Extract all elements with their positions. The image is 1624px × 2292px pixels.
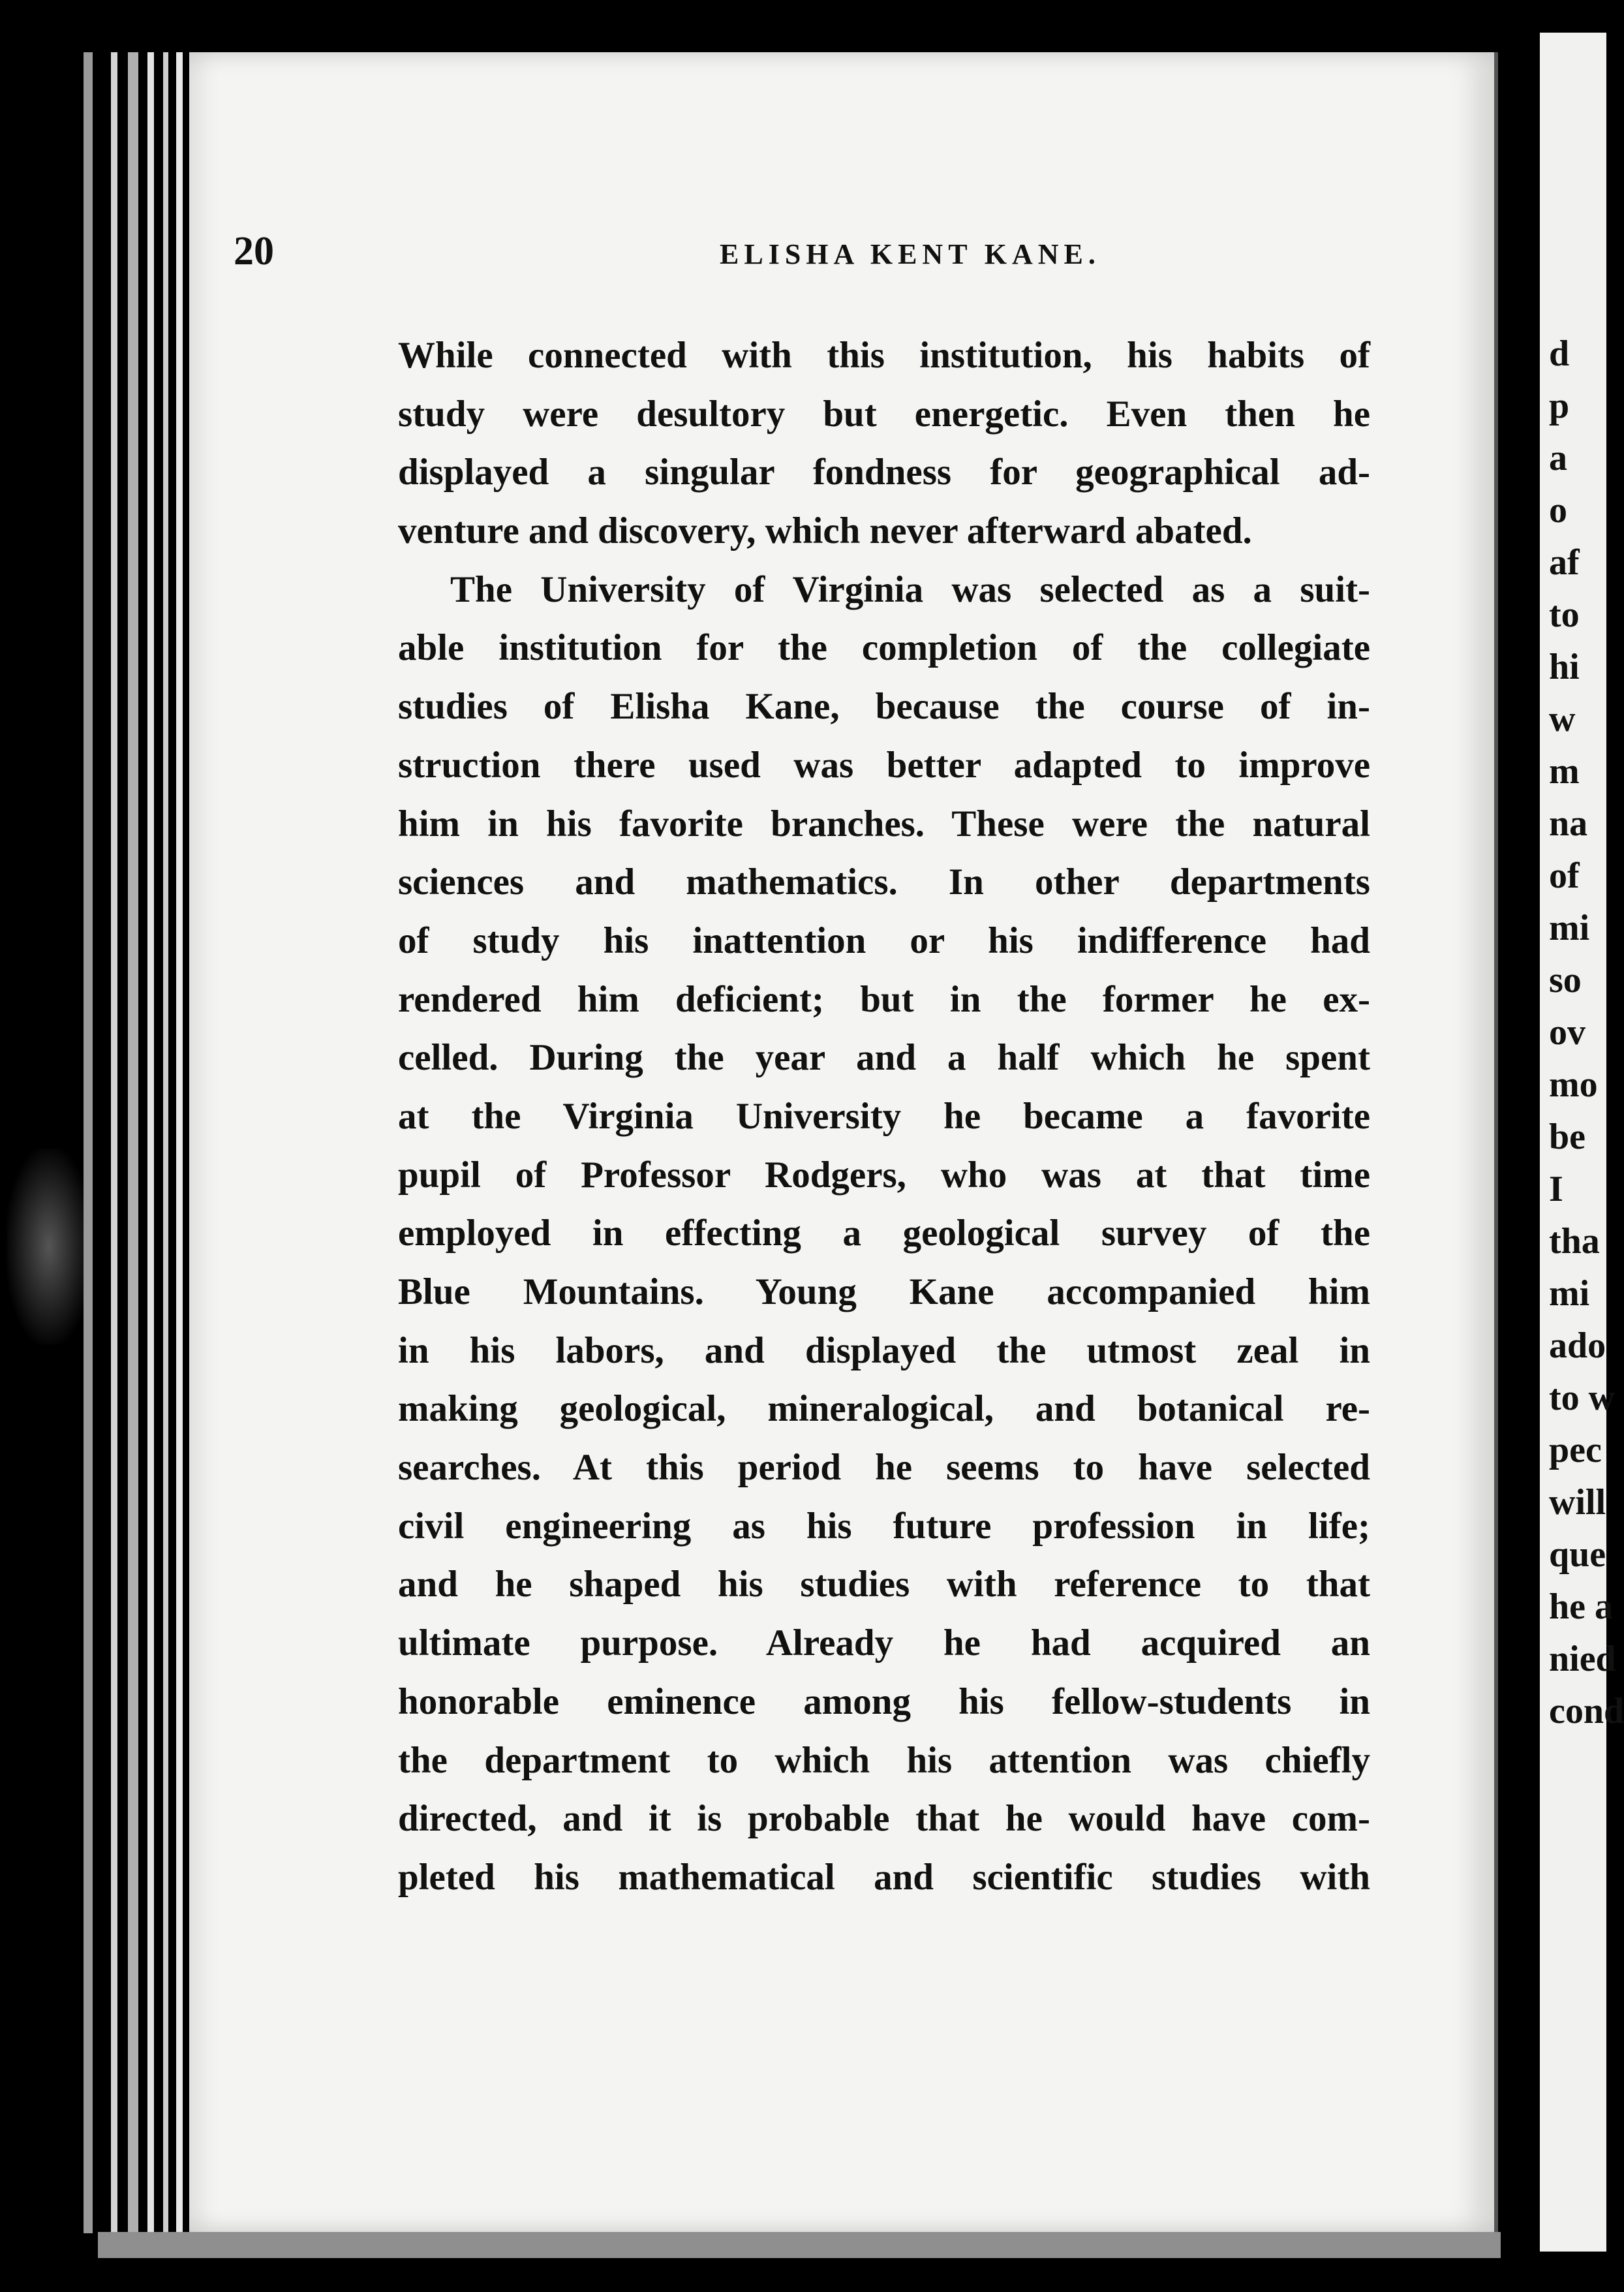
text-line: him in his favorite branches. These were the natural xyxy=(398,803,1370,844)
adjacent-page-fragment: p xyxy=(1549,386,1570,426)
adjacent-page-fragment: a xyxy=(1549,438,1567,478)
adjacent-page-fragment: ado xyxy=(1549,1325,1606,1366)
adjacent-page-fragment: I xyxy=(1549,1169,1563,1209)
adjacent-page-fragment: nied xyxy=(1549,1639,1616,1679)
book-edge-stripe xyxy=(147,52,154,2233)
text-line: ultimate purpose. Already he had acquired an xyxy=(398,1622,1370,1664)
adjacent-page-fragment: of xyxy=(1549,856,1580,896)
adjacent-page-fragment: will xyxy=(1549,1482,1606,1523)
text-line: of study his inattention or his indifference had xyxy=(398,920,1370,961)
adjacent-page-fragment: hi xyxy=(1549,647,1580,687)
text-line: rendered him deficient; but in the former he ex- xyxy=(398,978,1370,1020)
running-head xyxy=(234,228,1356,287)
page-number: 20 xyxy=(234,229,274,273)
text-line: study were desultory but energetic. Even then he xyxy=(398,393,1370,435)
adjacent-page-fragment: be xyxy=(1549,1117,1586,1157)
adjacent-page-fragment: so xyxy=(1549,960,1582,1000)
adjacent-page-fragment: d xyxy=(1549,333,1570,374)
text-line: venture and discovery, which never afterward abated. xyxy=(398,510,1252,552)
adjacent-page-fragment: mo xyxy=(1549,1064,1598,1105)
text-line: honorable eminence among his fellow-students in xyxy=(398,1680,1370,1722)
text-line: celled. During the year and a half which he spent xyxy=(398,1037,1370,1079)
text-line: civil engineering as his future profession in life; xyxy=(398,1505,1370,1547)
adjacent-page-fragment: af xyxy=(1549,542,1580,583)
text-line: displayed a singular fondness for geographical ad- xyxy=(398,452,1370,493)
running-title: ELISHA KENT KANE. xyxy=(720,238,1101,270)
text-line: Blue Mountains. Young Kane accompanied him xyxy=(398,1271,1370,1312)
book-edge-stripe xyxy=(128,52,138,2233)
text-line: at the Virginia University he became a favorite xyxy=(398,1095,1370,1137)
adjacent-page-fragment: tha xyxy=(1549,1221,1600,1262)
text-line: sciences and mathematics. In other departments xyxy=(398,861,1370,903)
adjacent-page-fragment: to xyxy=(1549,595,1580,635)
text-line: The University of Virginia was selected as a suit- xyxy=(450,568,1370,610)
scan-noise-blot xyxy=(7,1149,91,1344)
text-line: struction there used was better adapted to improve xyxy=(398,744,1370,786)
adjacent-page-fragment: o xyxy=(1549,490,1567,531)
text-line: making geological, mineralogical, and botanical re- xyxy=(398,1388,1370,1430)
text-line: pleted his mathematical and scientific studies with xyxy=(398,1856,1370,1898)
adjacent-page-fragment: que xyxy=(1549,1534,1606,1575)
text-line: searches. At this period he seems to have selected xyxy=(398,1447,1370,1489)
adjacent-page-fragment: ov xyxy=(1549,1012,1586,1053)
adjacent-page-fragment: pec xyxy=(1549,1430,1602,1470)
book-edge-stripe xyxy=(84,52,93,2233)
text-line: employed in effecting a geological survey of the xyxy=(398,1213,1370,1254)
adjacent-page-fragment: he a xyxy=(1549,1587,1613,1627)
book-edge-stripe xyxy=(176,52,183,2233)
text-line: directed, and it is probable that he would have com- xyxy=(398,1798,1370,1840)
text-line: able institution for the completion of the collegiate xyxy=(398,627,1370,669)
text-line: and he shaped his studies with reference to that xyxy=(398,1564,1370,1605)
book-edge-stripe xyxy=(163,52,168,2233)
body-text xyxy=(398,326,1370,1907)
text-line: pupil of Professor Rodgers, who was at that time xyxy=(398,1154,1370,1196)
book-edge-stripe xyxy=(111,52,117,2233)
adjacent-page-fragment: to w xyxy=(1549,1378,1616,1418)
adjacent-page-fragment: w xyxy=(1549,699,1576,739)
adjacent-page-fragment: mi xyxy=(1549,908,1590,948)
text-line: in his labors, and displayed the utmost zeal in xyxy=(398,1329,1370,1371)
text-line: the department to which his attention was chiefly xyxy=(398,1739,1370,1781)
adjacent-page-fragment: mi xyxy=(1549,1273,1590,1314)
text-line: studies of Elisha Kane, because the course of in- xyxy=(398,686,1370,728)
adjacent-page-fragment: m xyxy=(1549,751,1580,792)
adjacent-page-fragment: cond xyxy=(1549,1691,1624,1731)
adjacent-page-fragment: na xyxy=(1549,803,1588,844)
adjacent-page-strip xyxy=(1540,33,1624,2252)
page-bottom-edge xyxy=(98,2232,1501,2258)
text-line: While connected with this institution, his habits of xyxy=(398,335,1370,376)
